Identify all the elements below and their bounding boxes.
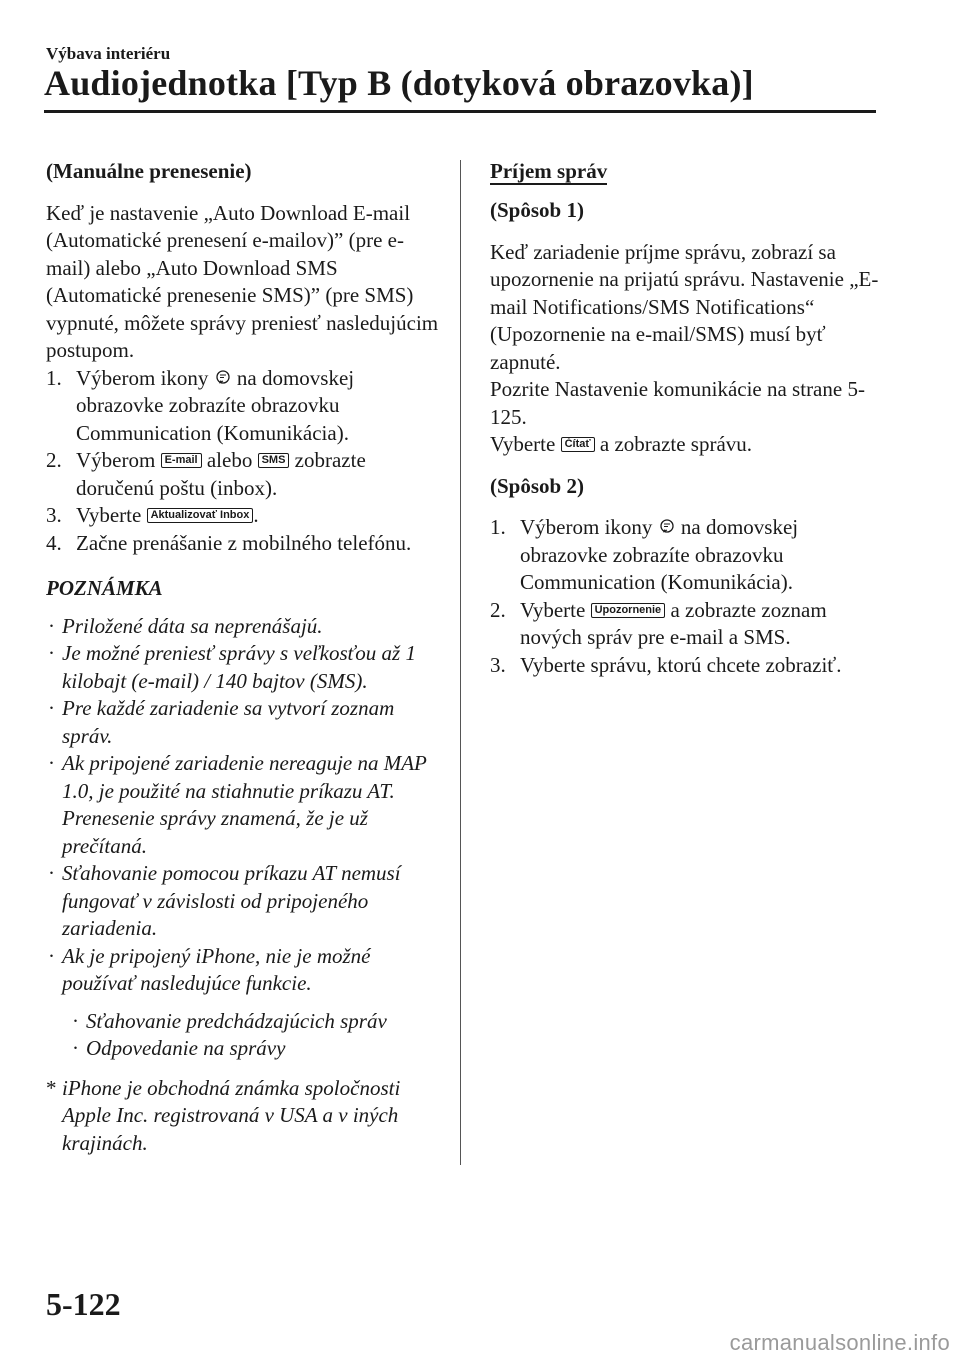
section-label: Výbava interiéru bbox=[46, 44, 171, 63]
method1-text: Keď zariadenie príjme správu, zobrazí sa upozornenie na prijatú správu. Nastavenie „E-mail Notifications/SMS Notifications“ (Upozornenie na e-mail/SMS) musí byť zapnuté. bbox=[490, 239, 879, 374]
list-item: · Odpovedanie na správy bbox=[70, 1035, 446, 1063]
list-item: 4. Začne prenášanie z mobilného telefónu. bbox=[46, 530, 412, 555]
list-item: · Sťahovanie predchádzajúcich správ bbox=[70, 1008, 446, 1036]
bullet-icon: · bbox=[48, 943, 55, 968]
sms-button: SMS bbox=[258, 453, 290, 468]
bullet-icon: · bbox=[48, 613, 55, 638]
read-button: Čítať bbox=[561, 437, 595, 452]
list-item: 3. Vyberte správu, ktorú chcete zobraziť. bbox=[490, 652, 842, 677]
list-item: 2. Vyberte Upozornenie a zobrazte zoznam nových správ pre e-mail a SMS. bbox=[490, 597, 827, 649]
header-divider bbox=[44, 110, 876, 113]
method2-heading: (Spôsob 2) bbox=[490, 473, 584, 498]
left-column bbox=[46, 158, 446, 1157]
manual-transfer-intro: Keď je nastavenie „Auto Download E-mail (Automatické prenesení e-mailov)” (pre e-mail) alebo „Auto Download SMS (Automatické prenesenie SMS)” (pre SMS) vypnuté, môžete správy preniesť nasledujúcim postupom. bbox=[46, 200, 439, 362]
trademark-note: * iPhone je obchodná známka spoločnosti Apple Inc. registrovaná v USA a v iných krajinách. bbox=[46, 1075, 401, 1155]
email-button: E-mail bbox=[161, 453, 202, 468]
list-item: · Priložené dáta sa neprenášajú. bbox=[46, 613, 446, 641]
asterisk-icon: * bbox=[46, 1075, 57, 1100]
page-number: 5-122 bbox=[46, 1286, 121, 1322]
note-heading: POZNÁMKA bbox=[46, 576, 163, 600]
method2-steps bbox=[490, 514, 880, 679]
right-column bbox=[490, 158, 880, 679]
list-item: · Ak je pripojený iPhone, nie je možné používať nasledujúce funkcie. bbox=[48, 943, 371, 995]
bullet-icon: · bbox=[48, 751, 55, 775]
list-item: · Je možné preniesť správy s veľkosťou až 1 kilobajt (e-mail) / 140 bajtov (SMS). bbox=[48, 641, 416, 693]
manual-transfer-heading: (Manuálne prenesenie) bbox=[46, 159, 252, 183]
manual-transfer-steps bbox=[46, 365, 446, 558]
method1-action: Vyberte Čítať a zobrazte správu. bbox=[490, 432, 753, 456]
page-title: Audiojednotka [Typ B (dotyková obrazovka)] bbox=[44, 63, 754, 103]
list-item: 2. Výberom E-mail alebo SMS zobrazte doručenú poštu (inbox). bbox=[46, 448, 366, 500]
update-inbox-button: Aktualizovať Inbox bbox=[147, 508, 254, 523]
column-divider bbox=[460, 160, 461, 1165]
list-item: · Pre každé zariadenie sa vytvorí zoznam správ. bbox=[48, 696, 395, 748]
bullet-icon: · bbox=[48, 861, 55, 885]
bullet-icon: · bbox=[72, 1008, 79, 1033]
message-icon bbox=[216, 370, 230, 384]
note-sublist bbox=[46, 1008, 446, 1063]
watermark: carmanualsonline.info bbox=[729, 1330, 950, 1355]
list-item: 1. Výberom ikony na domovskej obrazovke zobrazíte obrazovku Communication (Komunikácia). bbox=[490, 515, 799, 594]
bullet-icon: · bbox=[48, 696, 55, 720]
bullet-icon: · bbox=[48, 641, 55, 665]
receive-messages-heading: Príjem správ bbox=[490, 159, 608, 183]
method1-heading: (Spôsob 1) bbox=[490, 198, 584, 222]
list-item: · Sťahovanie pomocou príkazu AT nemusí fungovať v závislosti od pripojeného zariadenia. bbox=[48, 861, 401, 940]
message-icon bbox=[660, 519, 674, 533]
method1-reference: Pozrite Nastavenie komunikácie na strane 5-125. bbox=[490, 377, 865, 429]
list-item: 3. Vyberte Aktualizovať Inbox . bbox=[46, 503, 259, 527]
list-item: 1. Výberom ikony na domovskej obrazovke zobrazíte obrazovku Communication (Komunikácia). bbox=[46, 365, 355, 445]
bullet-icon: · bbox=[72, 1036, 79, 1060]
list-item: · Ak pripojené zariadenie nereaguje na MAP 1.0, je použité na stiahnutie príkazu AT. Prenesenie správy znamená, že je už prečítaná. bbox=[48, 751, 427, 858]
note-list bbox=[46, 613, 446, 998]
notification-button: Upozornenie bbox=[591, 603, 666, 618]
